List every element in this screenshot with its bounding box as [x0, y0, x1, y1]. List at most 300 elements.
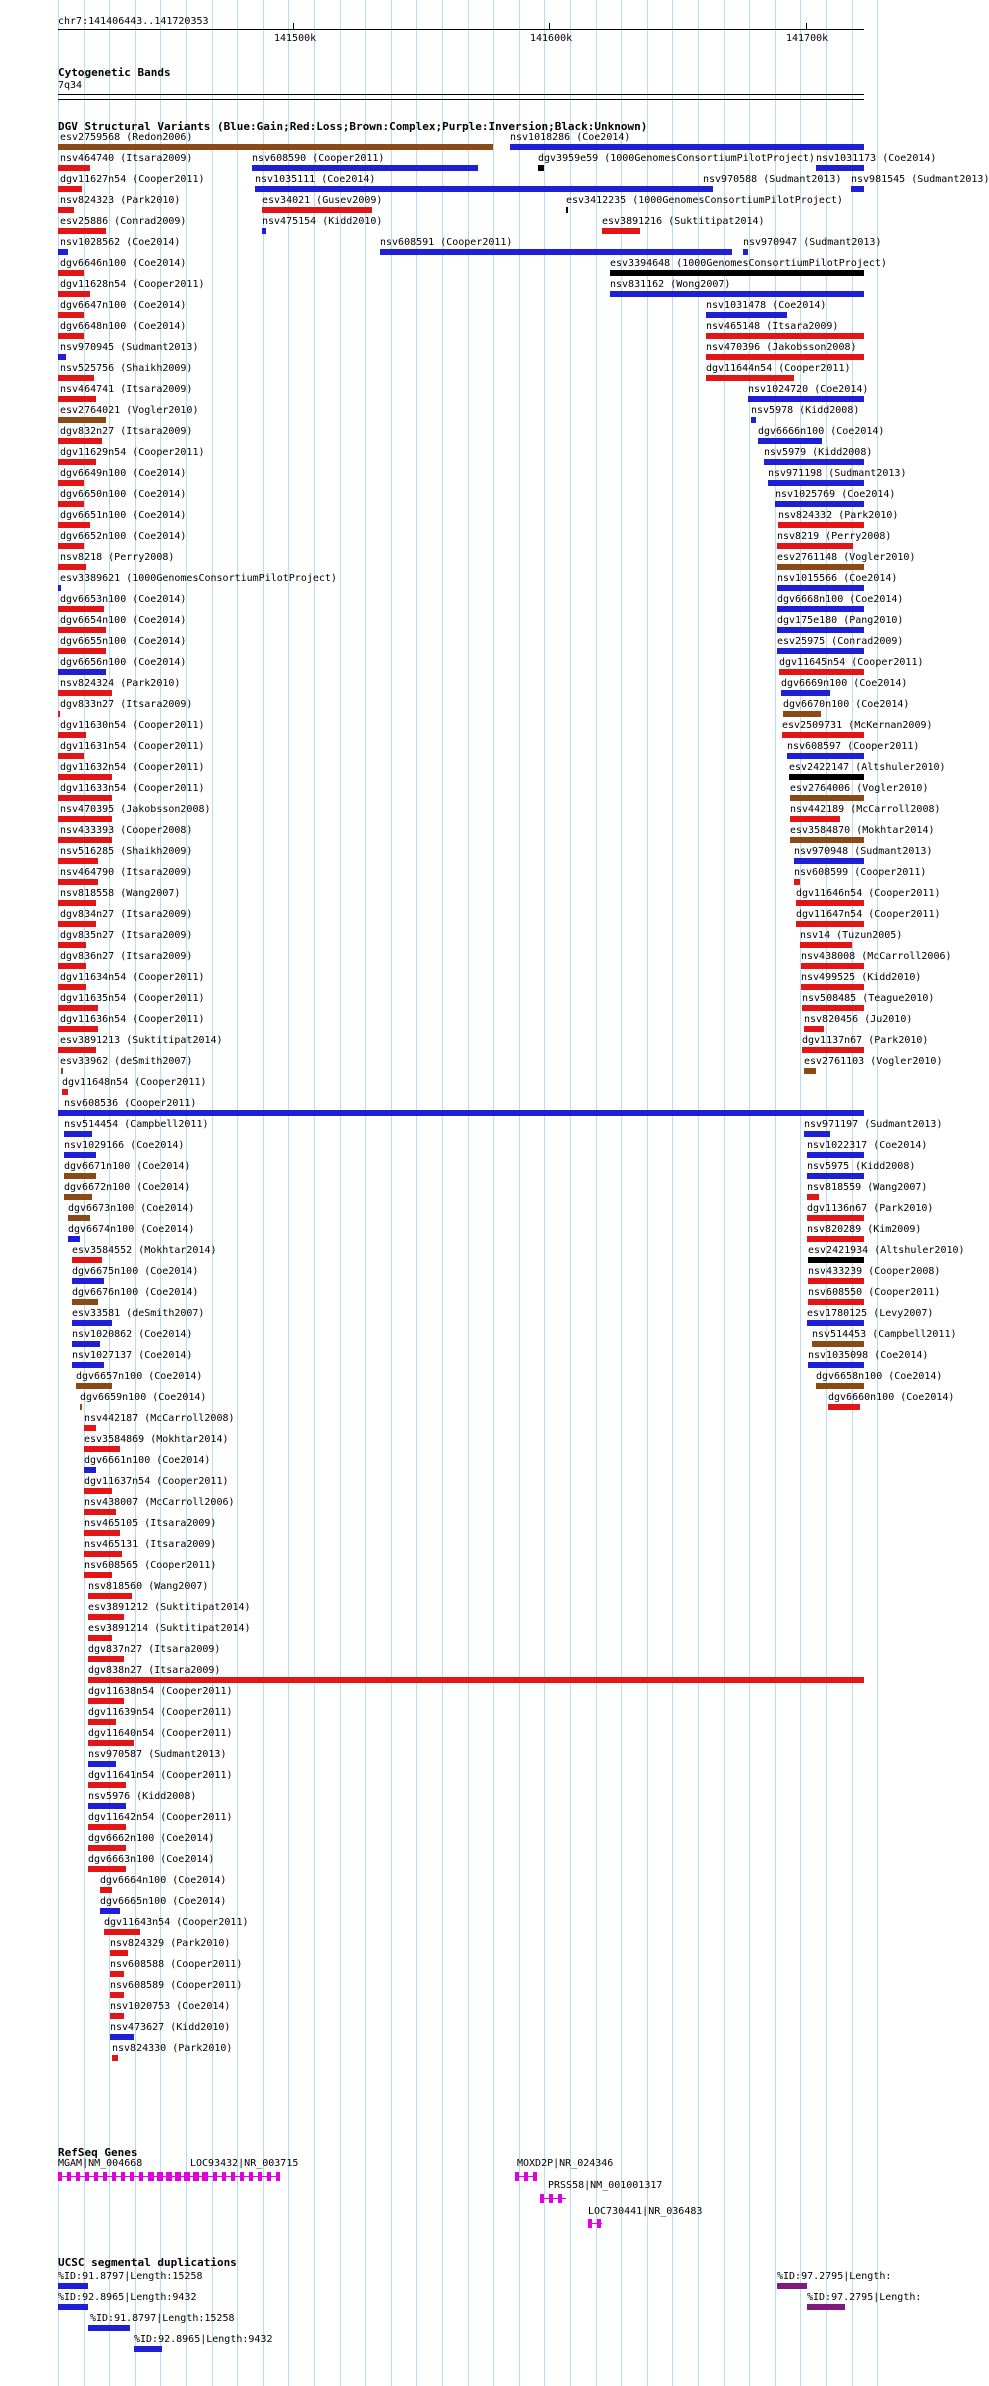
sv-feature-label[interactable]: dgv11646n54 (Cooper2011): [796, 888, 941, 899]
sv-feature-label[interactable]: dgv6647n100 (Coe2014): [60, 300, 187, 311]
sv-feature-bar[interactable]: [58, 228, 106, 234]
sv-feature-bar[interactable]: [808, 1362, 864, 1368]
gene-label[interactable]: MGAM|NM_004668: [58, 2158, 143, 2169]
sv-feature-label[interactable]: dgv6673n100 (Coe2014): [68, 1203, 195, 1214]
sv-feature-label[interactable]: dgv838n27 (Itsara2009): [88, 1665, 221, 1676]
sv-feature-bar[interactable]: [807, 1215, 864, 1221]
gene-exon[interactable]: [121, 2172, 125, 2181]
sv-feature-label[interactable]: nsv5979 (Kidd2008): [764, 447, 873, 458]
sv-feature-label[interactable]: nsv824330 (Park2010): [112, 2043, 233, 2054]
sv-feature-bar[interactable]: [706, 375, 794, 381]
sv-feature-bar[interactable]: [58, 837, 112, 843]
sv-feature-bar[interactable]: [88, 1593, 132, 1599]
sv-feature-bar[interactable]: [58, 1047, 96, 1053]
sv-feature-bar[interactable]: [58, 522, 90, 528]
gene-exon[interactable]: [524, 2172, 528, 2181]
sv-feature-bar[interactable]: [84, 1446, 120, 1452]
sv-feature-label[interactable]: dgv834n27 (Itsara2009): [60, 909, 193, 920]
sv-feature-bar[interactable]: [703, 186, 713, 192]
sv-feature-bar[interactable]: [58, 291, 90, 297]
sv-feature-bar[interactable]: [58, 501, 84, 507]
sv-feature-bar[interactable]: [61, 1068, 63, 1074]
sv-feature-bar[interactable]: [88, 1635, 112, 1641]
sv-feature-label[interactable]: nsv608588 (Cooper2011): [110, 1959, 243, 1970]
sv-feature-bar[interactable]: [88, 1803, 126, 1809]
sv-feature-label[interactable]: esv3394648 (1000GenomesConsortiumPilotProject): [610, 258, 887, 269]
gene-exon[interactable]: [588, 2219, 592, 2228]
sv-feature-label[interactable]: nsv438008 (McCarroll2006): [801, 951, 952, 962]
sv-feature-label[interactable]: nsv8219 (Perry2008): [777, 531, 892, 542]
sv-feature-label[interactable]: nsv1031173 (Coe2014): [816, 153, 937, 164]
sv-feature-label[interactable]: nsv608599 (Cooper2011): [794, 867, 927, 878]
sv-feature-bar[interactable]: [807, 1194, 819, 1200]
sv-feature-bar[interactable]: [380, 249, 732, 255]
sv-feature-label[interactable]: nsv608536 (Cooper2011): [64, 1098, 197, 1109]
sv-feature-bar[interactable]: [816, 1383, 864, 1389]
gene-label[interactable]: LOC730441|NR_036483: [588, 2206, 703, 2217]
gene-label[interactable]: LOC93432|NR_003715: [190, 2158, 299, 2169]
sv-feature-bar[interactable]: [76, 1383, 112, 1389]
sv-feature-bar[interactable]: [252, 165, 478, 171]
sv-feature-label[interactable]: dgv11630n54 (Cooper2011): [60, 720, 205, 731]
sv-feature-bar[interactable]: [602, 228, 640, 234]
sv-feature-bar[interactable]: [88, 1719, 116, 1725]
gene-exon[interactable]: [130, 2172, 134, 2181]
sv-feature-label[interactable]: nsv14 (Tuzun2005): [800, 930, 903, 941]
gene-exon[interactable]: [222, 2172, 226, 2181]
gene-exon[interactable]: [558, 2194, 562, 2203]
sv-feature-label[interactable]: dgv11628n54 (Cooper2011): [60, 279, 205, 290]
sv-feature-label[interactable]: dgv836n27 (Itsara2009): [60, 951, 193, 962]
sv-feature-label[interactable]: esv2422147 (Altshuler2010): [789, 762, 946, 773]
gene-exon[interactable]: [67, 2172, 71, 2181]
sv-feature-label[interactable]: dgv833n27 (Itsara2009): [60, 699, 193, 710]
sv-feature-label[interactable]: dgv6661n100 (Coe2014): [84, 1455, 211, 1466]
sv-feature-bar[interactable]: [72, 1320, 112, 1326]
sv-feature-label[interactable]: nsv824323 (Park2010): [60, 195, 181, 206]
sv-feature-bar[interactable]: [706, 312, 787, 318]
sv-feature-label[interactable]: nsv514454 (Campbell2011): [64, 1119, 209, 1130]
sv-feature-label[interactable]: nsv470396 (Jakobsson2008): [706, 342, 857, 353]
sv-feature-bar[interactable]: [58, 312, 84, 318]
gene-exon[interactable]: [186, 2172, 190, 2181]
sv-feature-bar[interactable]: [804, 1026, 824, 1032]
sv-feature-label[interactable]: dgv6662n100 (Coe2014): [88, 1833, 215, 1844]
sv-feature-label[interactable]: dgv1136n67 (Park2010): [807, 1203, 934, 1214]
gene-exon[interactable]: [58, 2172, 62, 2181]
sv-feature-label[interactable]: dgv11642n54 (Cooper2011): [88, 1812, 233, 1823]
sv-feature-label[interactable]: nsv820456 (Ju2010): [804, 1014, 913, 1025]
sv-feature-label[interactable]: nsv608550 (Cooper2011): [808, 1287, 941, 1298]
sv-feature-bar[interactable]: [706, 354, 864, 360]
sv-feature-label[interactable]: nsv442189 (McCarroll2008): [790, 804, 941, 815]
sv-feature-label[interactable]: nsv465131 (Itsara2009): [84, 1539, 217, 1550]
sv-feature-label[interactable]: esv25975 (Conrad2009): [777, 636, 904, 647]
sv-feature-bar[interactable]: [58, 543, 84, 549]
sv-feature-bar[interactable]: [807, 1320, 864, 1326]
sv-feature-label[interactable]: dgv11640n54 (Cooper2011): [88, 1728, 233, 1739]
sv-feature-bar[interactable]: [58, 438, 102, 444]
sv-feature-label[interactable]: dgv6668n100 (Coe2014): [777, 594, 904, 605]
sv-feature-label[interactable]: nsv465105 (Itsara2009): [84, 1518, 217, 1529]
sv-feature-bar[interactable]: [112, 2055, 118, 2061]
sv-feature-label[interactable]: dgv6646n100 (Coe2014): [60, 258, 187, 269]
sv-feature-bar[interactable]: [58, 963, 86, 969]
sv-feature-label[interactable]: esv2764006 (Vogler2010): [790, 783, 929, 794]
sv-feature-bar[interactable]: [58, 921, 96, 927]
sv-feature-label[interactable]: dgv11629n54 (Cooper2011): [60, 447, 205, 458]
sv-feature-bar[interactable]: [58, 753, 84, 759]
sv-feature-bar[interactable]: [58, 186, 82, 192]
gene-exon[interactable]: [258, 2172, 262, 2181]
sv-feature-bar[interactable]: [88, 1698, 124, 1704]
sv-feature-label[interactable]: esv3389621 (1000GenomesConsortiumPilotProject): [60, 573, 337, 584]
track-title-cytoband[interactable]: Cytogenetic Bands: [58, 66, 171, 79]
sv-feature-label[interactable]: dgv11641n54 (Cooper2011): [88, 1770, 233, 1781]
sv-feature-bar[interactable]: [88, 1782, 126, 1788]
gene-exon[interactable]: [515, 2172, 519, 2181]
sv-feature-label[interactable]: dgv6676n100 (Coe2014): [72, 1287, 199, 1298]
sv-feature-bar[interactable]: [100, 1908, 120, 1914]
sv-feature-label[interactable]: nsv824324 (Park2010): [60, 678, 181, 689]
sv-feature-label[interactable]: dgv6649n100 (Coe2014): [60, 468, 187, 479]
sv-feature-bar[interactable]: [58, 333, 84, 339]
sv-feature-label[interactable]: dgv6669n100 (Coe2014): [781, 678, 908, 689]
sv-feature-bar[interactable]: [777, 564, 864, 570]
sv-feature-bar[interactable]: [64, 1131, 92, 1137]
sv-feature-label[interactable]: nsv818560 (Wang2007): [88, 1581, 209, 1592]
sv-feature-label[interactable]: nsv1029166 (Coe2014): [64, 1140, 185, 1151]
sv-feature-bar[interactable]: [110, 1971, 124, 1977]
sv-feature-bar[interactable]: [58, 564, 86, 570]
sv-feature-bar[interactable]: [790, 795, 864, 801]
sv-feature-label[interactable]: dgv6648n100 (Coe2014): [60, 321, 187, 332]
sv-feature-label[interactable]: nsv499525 (Kidd2010): [801, 972, 922, 983]
sv-feature-bar[interactable]: [807, 1173, 864, 1179]
sv-feature-bar[interactable]: [88, 1740, 134, 1746]
sv-feature-label[interactable]: esv25886 (Conrad2009): [60, 216, 187, 227]
sv-feature-bar[interactable]: [58, 795, 112, 801]
sv-feature-bar[interactable]: [748, 396, 864, 402]
sv-feature-bar[interactable]: [812, 1341, 864, 1347]
sv-feature-label[interactable]: dgv11632n54 (Cooper2011): [60, 762, 205, 773]
sv-feature-bar[interactable]: [84, 1509, 116, 1515]
sv-feature-bar[interactable]: [58, 144, 493, 150]
sv-feature-bar[interactable]: [751, 417, 756, 423]
gene-exon[interactable]: [597, 2219, 601, 2228]
sv-feature-bar[interactable]: [800, 942, 852, 948]
sv-feature-bar[interactable]: [58, 1110, 864, 1116]
sv-feature-label[interactable]: nsv1035111 (Coe2014): [255, 174, 376, 185]
sv-feature-bar[interactable]: [58, 375, 94, 381]
sv-feature-label[interactable]: dgv6651n100 (Coe2014): [60, 510, 187, 521]
sv-feature-bar[interactable]: [758, 438, 822, 444]
sv-feature-label[interactable]: nsv970948 (Sudmant2013): [794, 846, 933, 857]
sv-feature-label[interactable]: nsv824329 (Park2010): [110, 1938, 231, 1949]
gene-exon[interactable]: [159, 2172, 163, 2181]
sv-feature-label[interactable]: dgv6663n100 (Coe2014): [88, 1854, 215, 1865]
sv-feature-label[interactable]: nsv608565 (Cooper2011): [84, 1560, 217, 1571]
gene-exon[interactable]: [177, 2172, 181, 2181]
sv-feature-label[interactable]: dgv11638n54 (Cooper2011): [88, 1686, 233, 1697]
sv-feature-label[interactable]: dgv6654n100 (Coe2014): [60, 615, 187, 626]
sv-feature-label[interactable]: dgv11643n54 (Cooper2011): [104, 1917, 249, 1928]
track-title-segdups[interactable]: UCSC segmental duplications: [58, 2256, 237, 2269]
sv-feature-label[interactable]: nsv1028562 (Coe2014): [60, 237, 181, 248]
sv-feature-label[interactable]: dgv11645n54 (Cooper2011): [779, 657, 924, 668]
sv-feature-label[interactable]: nsv970947 (Sudmant2013): [743, 237, 882, 248]
sv-feature-label[interactable]: nsv1024720 (Coe2014): [748, 384, 869, 395]
sv-feature-bar[interactable]: [104, 1929, 140, 1935]
sv-feature-bar[interactable]: [808, 1278, 864, 1284]
sv-feature-label[interactable]: dgv175e180 (Pang2010): [777, 615, 904, 626]
sv-feature-bar[interactable]: [62, 1089, 68, 1095]
sv-feature-bar[interactable]: [777, 627, 864, 633]
sv-feature-label[interactable]: nsv470395 (Jakobsson2008): [60, 804, 211, 815]
gene-exon[interactable]: [213, 2172, 217, 2181]
sv-feature-label[interactable]: nsv1027137 (Coe2014): [72, 1350, 193, 1361]
sv-feature-label[interactable]: nsv971197 (Sudmant2013): [804, 1119, 943, 1130]
sv-feature-label[interactable]: esv33581 (deSmith2007): [72, 1308, 205, 1319]
sv-feature-label[interactable]: dgv6665n100 (Coe2014): [100, 1896, 227, 1907]
sv-feature-label[interactable]: nsv8218 (Perry2008): [60, 552, 175, 563]
sv-feature-bar[interactable]: [706, 333, 864, 339]
sv-feature-label[interactable]: dgv11635n54 (Cooper2011): [60, 993, 205, 1004]
sv-feature-bar[interactable]: [58, 459, 96, 465]
sv-feature-label[interactable]: esv2759568 (Redon2006): [60, 132, 193, 143]
sv-feature-label[interactable]: nsv608589 (Cooper2011): [110, 1980, 243, 1991]
sv-feature-bar[interactable]: [58, 417, 106, 423]
sv-feature-label[interactable]: esv33962 (deSmith2007): [60, 1056, 193, 1067]
segdup-label[interactable]: %ID:92.8965|Length:9432: [134, 2334, 273, 2345]
sv-feature-label[interactable]: dgv11633n54 (Cooper2011): [60, 783, 205, 794]
sv-feature-bar[interactable]: [58, 816, 112, 822]
sv-feature-bar[interactable]: [72, 1362, 104, 1368]
sv-feature-bar[interactable]: [100, 1887, 112, 1893]
sv-feature-bar[interactable]: [64, 1152, 96, 1158]
segdup-label[interactable]: %ID:91.8797|Length:15258: [90, 2313, 235, 2324]
sv-feature-label[interactable]: esv3891213 (Suktitipat2014): [60, 1035, 223, 1046]
sv-feature-bar[interactable]: [58, 900, 96, 906]
sv-feature-bar[interactable]: [110, 2013, 124, 2019]
sv-feature-label[interactable]: dgv11634n54 (Cooper2011): [60, 972, 205, 983]
sv-feature-label[interactable]: nsv981545 (Sudmant2013): [851, 174, 989, 185]
sv-feature-bar[interactable]: [88, 1845, 126, 1851]
sv-feature-label[interactable]: nsv475154 (Kidd2010): [262, 216, 383, 227]
sv-feature-label[interactable]: nsv464740 (Itsara2009): [60, 153, 193, 164]
sv-feature-bar[interactable]: [58, 711, 60, 717]
sv-feature-bar[interactable]: [68, 1236, 80, 1242]
sv-feature-bar[interactable]: [787, 753, 864, 759]
sv-feature-bar[interactable]: [777, 585, 864, 591]
sv-feature-label[interactable]: nsv970588 (Sudmant2013): [703, 174, 842, 185]
sv-feature-label[interactable]: nsv1020862 (Coe2014): [72, 1329, 193, 1340]
sv-feature-label[interactable]: nsv5975 (Kidd2008): [807, 1161, 916, 1172]
sv-feature-label[interactable]: nsv971198 (Sudmant2013): [768, 468, 907, 479]
sv-feature-bar[interactable]: [88, 1614, 124, 1620]
sv-feature-label[interactable]: dgv6660n100 (Coe2014): [828, 1392, 955, 1403]
sv-feature-bar[interactable]: [775, 501, 864, 507]
sv-feature-label[interactable]: nsv438007 (McCarroll2006): [84, 1497, 235, 1508]
sv-feature-bar[interactable]: [72, 1299, 98, 1305]
sv-feature-bar[interactable]: [84, 1467, 96, 1473]
sv-feature-bar[interactable]: [781, 690, 830, 696]
sv-feature-label[interactable]: dgv835n27 (Itsara2009): [60, 930, 193, 941]
segdup-bar[interactable]: [58, 2304, 88, 2310]
sv-feature-label[interactable]: esv2509731 (McKernan2009): [782, 720, 933, 731]
gene-exon[interactable]: [195, 2172, 199, 2181]
sv-feature-bar[interactable]: [777, 648, 864, 654]
sv-feature-label[interactable]: esv3584552 (Mokhtar2014): [72, 1245, 217, 1256]
gene-exon[interactable]: [139, 2172, 143, 2181]
sv-feature-bar[interactable]: [58, 732, 86, 738]
sv-feature-label[interactable]: nsv5976 (Kidd2008): [88, 1791, 197, 1802]
gene-label[interactable]: PRSS58|NM_001001317: [548, 2180, 663, 2191]
gene-exon[interactable]: [533, 2172, 537, 2181]
sv-feature-label[interactable]: nsv1020753 (Coe2014): [110, 2001, 231, 2012]
sv-feature-bar[interactable]: [804, 1068, 816, 1074]
sv-feature-bar[interactable]: [851, 186, 864, 192]
sv-feature-bar[interactable]: [58, 270, 84, 276]
sv-feature-label[interactable]: dgv1137n67 (Park2010): [802, 1035, 929, 1046]
sv-feature-label[interactable]: dgv6650n100 (Coe2014): [60, 489, 187, 500]
sv-feature-label[interactable]: dgv6658n100 (Coe2014): [816, 1371, 943, 1382]
sv-feature-bar[interactable]: [88, 1656, 124, 1662]
sv-feature-label[interactable]: nsv1022317 (Coe2014): [807, 1140, 928, 1151]
sv-feature-bar[interactable]: [255, 186, 703, 192]
sv-feature-label[interactable]: dgv6664n100 (Coe2014): [100, 1875, 227, 1886]
sv-feature-label[interactable]: dgv6671n100 (Coe2014): [64, 1161, 191, 1172]
gene-exon[interactable]: [76, 2172, 80, 2181]
sv-feature-bar[interactable]: [84, 1551, 122, 1557]
segdup-label[interactable]: %ID:91.8797|Length:15258: [58, 2271, 203, 2282]
sv-feature-bar[interactable]: [80, 1404, 82, 1410]
sv-feature-label[interactable]: dgv11631n54 (Cooper2011): [60, 741, 205, 752]
sv-feature-bar[interactable]: [58, 396, 96, 402]
sv-feature-bar[interactable]: [58, 354, 66, 360]
sv-feature-bar[interactable]: [64, 1194, 92, 1200]
sv-feature-label[interactable]: nsv433239 (Cooper2008): [808, 1266, 941, 1277]
sv-feature-label[interactable]: esv3584870 (Mokhtar2014): [790, 825, 935, 836]
sv-feature-label[interactable]: nsv464790 (Itsara2009): [60, 867, 193, 878]
sv-feature-label[interactable]: dgv6674n100 (Coe2014): [68, 1224, 195, 1235]
gene-exon[interactable]: [94, 2172, 98, 2181]
sv-feature-bar[interactable]: [801, 963, 864, 969]
sv-feature-label[interactable]: dgv11627n54 (Cooper2011): [60, 174, 205, 185]
sv-feature-label[interactable]: dgv11644n54 (Cooper2011): [706, 363, 851, 374]
sv-feature-bar[interactable]: [72, 1257, 102, 1263]
segdup-bar[interactable]: [807, 2304, 845, 2310]
sv-feature-bar[interactable]: [72, 1278, 104, 1284]
sv-feature-label[interactable]: dgv6655n100 (Coe2014): [60, 636, 187, 647]
sv-feature-bar[interactable]: [88, 1677, 864, 1683]
sv-feature-label[interactable]: dgv6652n100 (Coe2014): [60, 531, 187, 542]
sv-feature-label[interactable]: nsv442187 (McCarroll2008): [84, 1413, 235, 1424]
sv-feature-label[interactable]: nsv5978 (Kidd2008): [751, 405, 860, 416]
sv-feature-label[interactable]: esv3412235 (1000GenomesConsortiumPilotProject): [566, 195, 843, 206]
sv-feature-bar[interactable]: [510, 144, 864, 150]
sv-feature-label[interactable]: dgv11648n54 (Cooper2011): [62, 1077, 207, 1088]
sv-feature-bar[interactable]: [58, 984, 86, 990]
sv-feature-label[interactable]: dgv832n27 (Itsara2009): [60, 426, 193, 437]
sv-feature-label[interactable]: nsv1018286 (Coe2014): [510, 132, 631, 143]
sv-feature-label[interactable]: esv3584869 (Mokhtar2014): [84, 1434, 229, 1445]
sv-feature-bar[interactable]: [828, 1404, 860, 1410]
sv-feature-label[interactable]: dgv11636n54 (Cooper2011): [60, 1014, 205, 1025]
sv-feature-label[interactable]: dgv6657n100 (Coe2014): [76, 1371, 203, 1382]
sv-feature-bar[interactable]: [764, 459, 864, 465]
sv-feature-bar[interactable]: [58, 858, 98, 864]
sv-feature-bar[interactable]: [790, 837, 864, 843]
gene-exon[interactable]: [540, 2194, 544, 2203]
sv-feature-bar[interactable]: [802, 1005, 864, 1011]
sv-feature-bar[interactable]: [796, 921, 864, 927]
gene-exon[interactable]: [231, 2172, 235, 2181]
sv-feature-label[interactable]: esv2761148 (Vogler2010): [777, 552, 916, 563]
sv-feature-bar[interactable]: [808, 1299, 864, 1305]
sv-feature-bar[interactable]: [58, 627, 106, 633]
track-title-dgv[interactable]: DGV Structural Variants (Blue:Gain;Red:Loss;Brown:Complex;Purple:Inversion;Black:Unknown): [58, 120, 648, 133]
sv-feature-label[interactable]: dgv6666n100 (Coe2014): [758, 426, 885, 437]
sv-feature-label[interactable]: nsv464741 (Itsara2009): [60, 384, 193, 395]
sv-feature-label[interactable]: dgv11647n54 (Cooper2011): [796, 909, 941, 920]
sv-feature-bar[interactable]: [58, 207, 74, 213]
gene-exon[interactable]: [112, 2172, 116, 2181]
sv-feature-label[interactable]: nsv608591 (Cooper2011): [380, 237, 513, 248]
sv-feature-bar[interactable]: [58, 165, 90, 171]
sv-feature-bar[interactable]: [808, 1257, 864, 1263]
sv-feature-bar[interactable]: [58, 606, 104, 612]
sv-feature-label[interactable]: dgv6656n100 (Coe2014): [60, 657, 187, 668]
sv-feature-bar[interactable]: [58, 480, 84, 486]
sv-feature-bar[interactable]: [796, 900, 864, 906]
sv-feature-label[interactable]: esv2421934 (Altshuler2010): [808, 1245, 965, 1256]
sv-feature-bar[interactable]: [84, 1488, 112, 1494]
sv-feature-bar[interactable]: [58, 585, 61, 591]
sv-feature-bar[interactable]: [110, 1992, 124, 1998]
gene-label[interactable]: MOXD2P|NR_024346: [517, 2158, 614, 2169]
sv-feature-bar[interactable]: [58, 774, 112, 780]
sv-feature-label[interactable]: dgv6653n100 (Coe2014): [60, 594, 187, 605]
sv-feature-label[interactable]: nsv824332 (Park2010): [778, 510, 899, 521]
sv-feature-bar[interactable]: [807, 1152, 864, 1158]
sv-feature-bar[interactable]: [789, 774, 864, 780]
sv-feature-bar[interactable]: [88, 1761, 116, 1767]
sv-feature-label[interactable]: nsv818559 (Wang2007): [807, 1182, 928, 1193]
sv-feature-bar[interactable]: [58, 669, 106, 675]
sv-feature-bar[interactable]: [801, 984, 864, 990]
segdup-bar[interactable]: [88, 2325, 130, 2331]
sv-feature-label[interactable]: nsv1031478 (Coe2014): [706, 300, 827, 311]
sv-feature-label[interactable]: dgv6659n100 (Coe2014): [80, 1392, 207, 1403]
gene-exon[interactable]: [240, 2172, 244, 2181]
sv-feature-bar[interactable]: [610, 291, 864, 297]
sv-feature-label[interactable]: nsv608590 (Cooper2011): [252, 153, 385, 164]
segdup-label[interactable]: %ID:92.8965|Length:9432: [58, 2292, 197, 2303]
sv-feature-label[interactable]: nsv525756 (Shaikh2009): [60, 363, 193, 374]
sv-feature-bar[interactable]: [778, 522, 864, 528]
sv-feature-bar[interactable]: [566, 207, 568, 213]
sv-feature-bar[interactable]: [58, 942, 86, 948]
sv-feature-bar[interactable]: [538, 165, 544, 171]
sv-feature-bar[interactable]: [743, 249, 748, 255]
sv-feature-bar[interactable]: [58, 879, 98, 885]
sv-feature-bar[interactable]: [610, 270, 864, 276]
track-title-refseq[interactable]: RefSeq Genes: [58, 2146, 138, 2159]
sv-feature-bar[interactable]: [84, 1572, 112, 1578]
sv-feature-label[interactable]: dgv837n27 (Itsara2009): [88, 1644, 221, 1655]
sv-feature-label[interactable]: nsv514453 (Campbell2011): [812, 1329, 957, 1340]
